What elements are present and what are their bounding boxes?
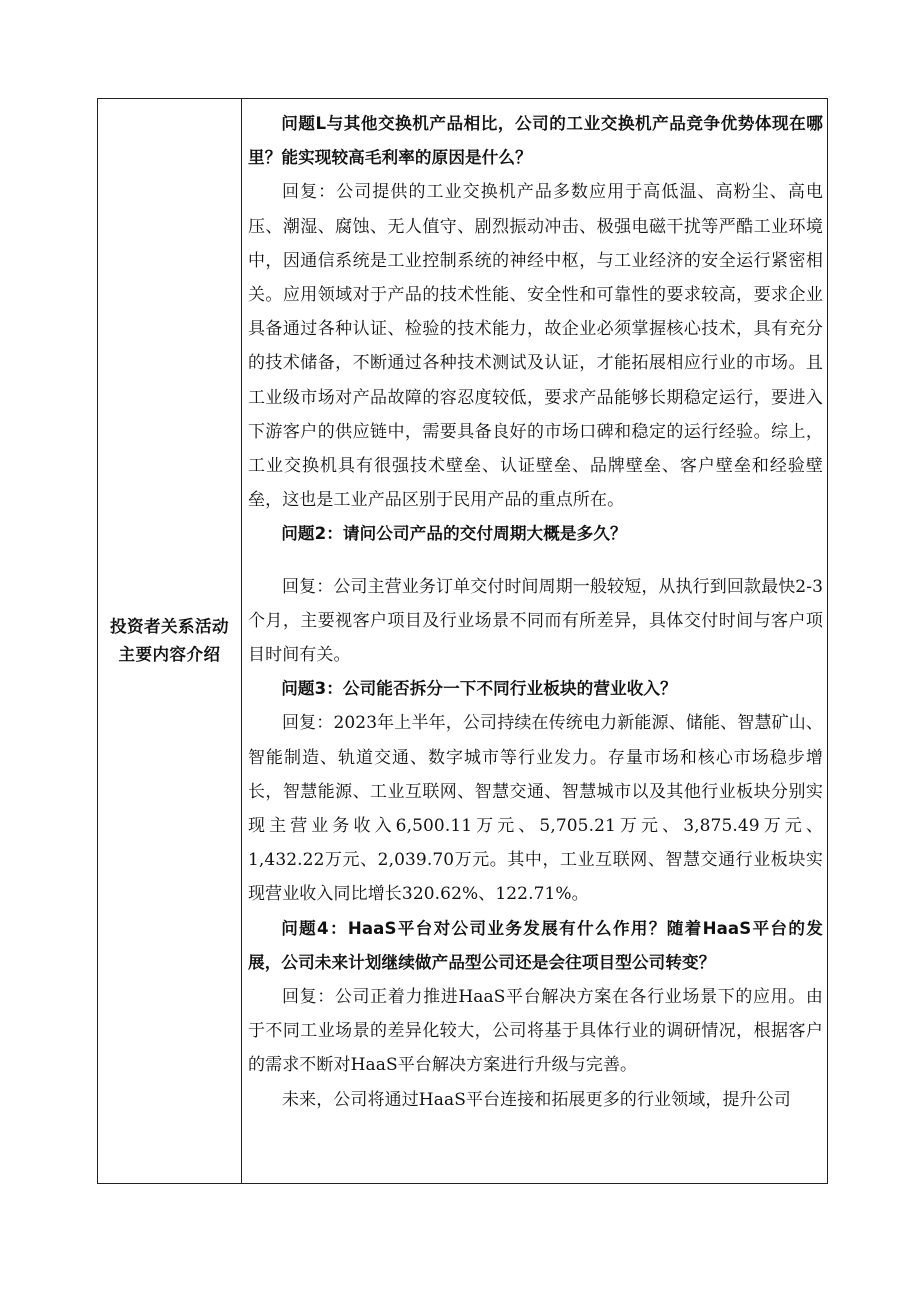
answer-4: 回复：公司正着力推进HaaS平台解决方案在各行业场景下的应用。由于不同工业场景的差异化较大，公司将基于具体行业的调研情况，根据客户的需求不断对HaaS平台解决方案进行升级与完善。 bbox=[248, 987, 823, 1076]
investor-activity-table bbox=[97, 98, 828, 1184]
question-1: 问题L与其他交换机产品相比，公司的工业交换机产品竞争优势体现在哪里？能实现较高毛利率的原因是什么？ bbox=[248, 114, 823, 168]
content-cell bbox=[242, 99, 828, 1184]
row-label: 投资者关系活动 主要内容介绍 bbox=[110, 617, 229, 664]
question-3: 问题3：公司能否拆分一下不同行业板块的营业收入？ bbox=[281, 679, 677, 699]
answer-3: 回复：2023年上半年，公司持续在传统电力新能源、储能、智慧矿山、智能制造、轨道交通、数字城市等行业发力。存量市场和核心市场稳步增长，智慧能源、工业互联网、智慧交通、智慧城市以及其他行业板块分别实现主营业务收入6,500.11万元、5,705.21万元、3,875.49万元、1,432.22万元、2,039.70万元。其中，工业互联网、智慧交通行业板块实现营业收入同比增长320.62%、122.71%。 bbox=[248, 713, 823, 905]
table-row bbox=[98, 99, 828, 1184]
row-label-cell bbox=[98, 99, 242, 1184]
answer-2: 回复：公司主营业务订单交付时间周期一般较短，从执行到回款最快2-3个月，主要视客户项目及行业场景不同而有所差异，具体交付时间与客户项目时间有关。 bbox=[248, 576, 823, 666]
content-body bbox=[248, 107, 823, 1117]
question-2: 问题2：请问公司产品的交付周期大概是多久？ bbox=[281, 524, 627, 544]
question-4: 问题4：HaaS平台对公司业务发展有什么作用？随着HaaS平台的发展，公司未来计划继续做产品型公司还是会往项目型公司转变？ bbox=[248, 918, 823, 972]
answer-1: 回复：公司提供的工业交换机产品多数应用于高低温、高粉尘、高电压、潮湿、腐蚀、无人值守、剧烈振动冲击、极强电磁干扰等严酷工业环境中，因通信系统是工业控制系统的神经中枢，与工业经济的安全运行紧密相关。应用领域对于产品的技术性能、安全性和可靠性的要求较高，要求企业具备通过各种认证、检验的技术能力，故企业必须掌握核心技术，具有充分的技术储备，不断通过各种技术测试及认证，才能拓展相应行业的市场。且工业级市场对产品故障的容忍度较低，要求产品能够长期稳定运行，要进入下游客户的供应链中，需要具备良好的市场口碑和稳定的运行经验。综上，工业交换机具有很强技术壁垒、认证壁垒、品牌壁垒、客户壁垒和经验壁垒，这也是工业产品区别于民用产品的重点所在。 bbox=[248, 182, 823, 511]
answer-4-continued: 未来，公司将通过HaaS平台连接和拓展更多的行业领域，提升公司 bbox=[282, 1089, 791, 1110]
